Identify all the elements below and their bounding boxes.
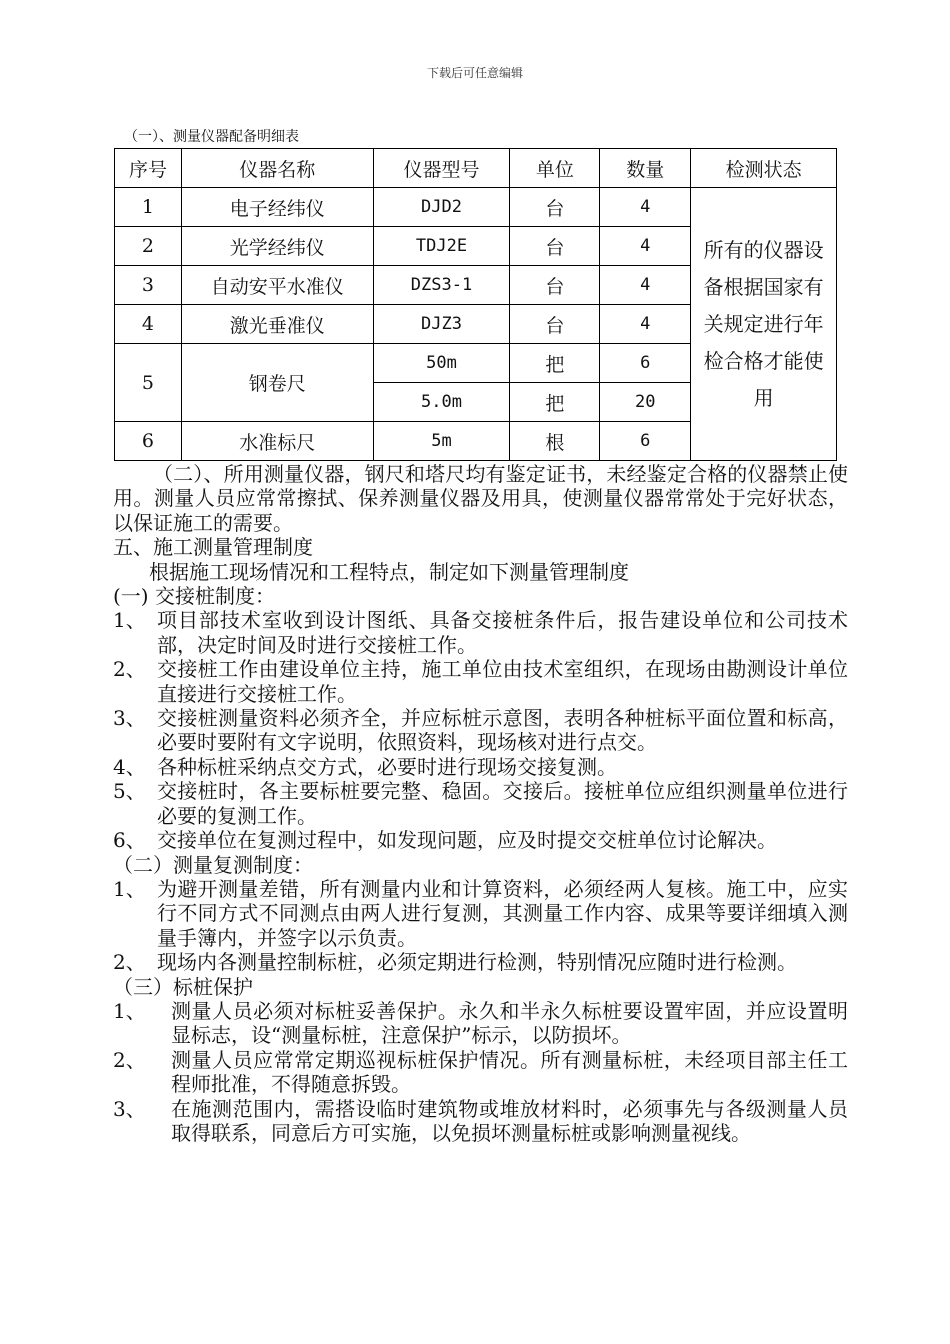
cell-qty: 6 <box>600 344 691 383</box>
list-text: 测量人员必须对标桩妥善保护。永久和半永久标桩要设置牢固，并应设置明显标志，设“测量标桩，注意保护”标示，以防损坏。 <box>171 998 848 1048</box>
cell-model: TDJ2E <box>373 227 510 266</box>
header-cell: 检测状态 <box>691 149 837 188</box>
cell-status: 所有的仪器设备根据国家有关规定进行年检合格才能使用 <box>691 188 837 461</box>
cell-no: 2 <box>115 227 182 266</box>
list-text: 在施测范围内，需搭设临时建筑物或堆放材料时，必须事先与各级测量人员取得联系，同意后方可实施，以免损坏测量标桩或影响测量视线。 <box>171 1096 848 1145</box>
list-number: 1、 <box>113 998 146 1023</box>
list-text: 各种标桩采纳点交方式，必要时进行现场交接复测。 <box>157 754 617 779</box>
header-cell: 序号 <box>115 149 182 188</box>
cell-qty: 4 <box>600 227 691 266</box>
cell-unit: 台 <box>510 266 600 305</box>
cell-name: 电子经纬仪 <box>181 188 373 227</box>
list-item <box>113 755 848 779</box>
list-number: 2、 <box>113 950 146 975</box>
list-item <box>113 1097 848 1146</box>
subsection-title: (一) 交接桩制度： <box>113 584 275 609</box>
document-body <box>113 462 848 1145</box>
table-header-row <box>115 149 837 188</box>
list-item <box>113 828 848 852</box>
cell-qty: 6 <box>600 422 691 461</box>
table-row <box>115 188 837 227</box>
list-item <box>113 877 848 950</box>
list-number: 1、 <box>113 876 146 901</box>
header-cell: 单位 <box>510 149 600 188</box>
cell-unit: 把 <box>510 344 600 383</box>
cell-qty: 4 <box>600 188 691 227</box>
list-text: 交接桩测量资料必须齐全，并应标桩示意图，表明各种桩标平面位置和标高，必要时要附有文字说明，依照资料，现场核对进行点交。 <box>157 706 848 755</box>
section-intro: 根据施工现场情况和工程特点，制定如下测量管理制度 <box>149 559 629 584</box>
list-item <box>113 779 848 828</box>
list-text: 交接桩工作由建设单位主持，施工单位由技术室组织，在现场由勘测设计单位直接进行交接桩工作。 <box>157 657 848 706</box>
cell-name: 水准标尺 <box>181 422 373 461</box>
list-text: 交接单位在复测过程中，如发现问题，应及时提交交桩单位讨论解决。 <box>157 828 777 853</box>
list-item <box>113 1048 848 1097</box>
list-text: 现场内各测量控制标桩，必须定期进行检测，特别情况应随时进行检测。 <box>157 950 797 975</box>
list-item <box>113 950 848 974</box>
list-number: 4、 <box>113 754 146 779</box>
list-item <box>113 657 848 706</box>
cell-no: 5 <box>115 344 182 422</box>
cell-model: DJD2 <box>373 188 510 227</box>
cell-model: 50m <box>373 344 510 383</box>
section-heading: 五、施工测量管理制度 <box>113 535 313 560</box>
cell-model: DJZ3 <box>373 305 510 344</box>
list-item <box>113 999 848 1048</box>
list-number: 3、 <box>113 706 146 731</box>
cell-no: 6 <box>115 422 182 461</box>
paragraph-instrument-certification: （二）、所用测量仪器，钢尺和塔尺均有鉴定证书，未经鉴定合格的仪器禁止使用。测量人员应常常擦拭、保养测量仪器及用具，使测量仪器常常处于完好状态，以保证施工的需要。 <box>113 462 848 535</box>
page-header: 下载后可任意编辑 <box>426 66 523 80</box>
list-text: 项目部技术室收到设计图纸、具备交接桩条件后，报告建设单位和公司技术部，决定时间及时进行交接桩工作。 <box>157 608 848 657</box>
header-cell: 数量 <box>600 149 691 188</box>
cell-qty: 4 <box>600 266 691 305</box>
cell-no: 4 <box>115 305 182 344</box>
cell-qty: 4 <box>600 305 691 344</box>
instrument-table <box>114 148 837 461</box>
list-number: 5、 <box>113 779 146 804</box>
list-number: 2、 <box>113 1047 146 1072</box>
cell-name: 自动安平水准仪 <box>181 266 373 305</box>
list-text: 为避开测量差错，所有测量内业和计算资料，必须经两人复核。施工中，应实行不同方式不同测点由两人进行复测，其测量工作内容、成果等要详细填入测量手簿内，并签字以示负责。 <box>157 876 848 950</box>
cell-unit: 台 <box>510 305 600 344</box>
list-item <box>113 608 848 657</box>
cell-qty: 20 <box>600 383 691 422</box>
cell-unit: 把 <box>510 383 600 422</box>
cell-model: 5m <box>373 422 510 461</box>
cell-name: 激光垂准仪 <box>181 305 373 344</box>
subsection-title: （三）标桩保护 <box>113 974 253 999</box>
cell-no: 3 <box>115 266 182 305</box>
cell-model: 5.0m <box>373 383 510 422</box>
list-number: 1、 <box>113 608 146 633</box>
table-caption: （一）、测量仪器配备明细表 <box>124 129 299 145</box>
header-cell: 仪器名称 <box>181 149 373 188</box>
cell-no: 1 <box>115 188 182 227</box>
cell-model: DZS3-1 <box>373 266 510 305</box>
cell-unit: 台 <box>510 188 600 227</box>
list-number: 2、 <box>113 657 146 682</box>
list-number: 3、 <box>113 1096 146 1121</box>
cell-unit: 根 <box>510 422 600 461</box>
cell-unit: 台 <box>510 227 600 266</box>
cell-name: 钢卷尺 <box>181 344 373 422</box>
header-cell: 仪器型号 <box>373 149 510 188</box>
list-number: 6、 <box>113 828 146 853</box>
cell-name: 光学经纬仪 <box>181 227 373 266</box>
list-text: 交接桩时，各主要标桩要完整、稳固。交接后。接桩单位应组织测量单位进行必要的复测工作。 <box>157 779 848 828</box>
subsection-title: （二）测量复测制度： <box>113 852 313 877</box>
list-item <box>113 706 848 755</box>
list-text: 测量人员应常常定期巡视标桩保护情况。所有测量标桩，未经项目部主任工程师批准，不得随意拆毁。 <box>171 1047 848 1097</box>
